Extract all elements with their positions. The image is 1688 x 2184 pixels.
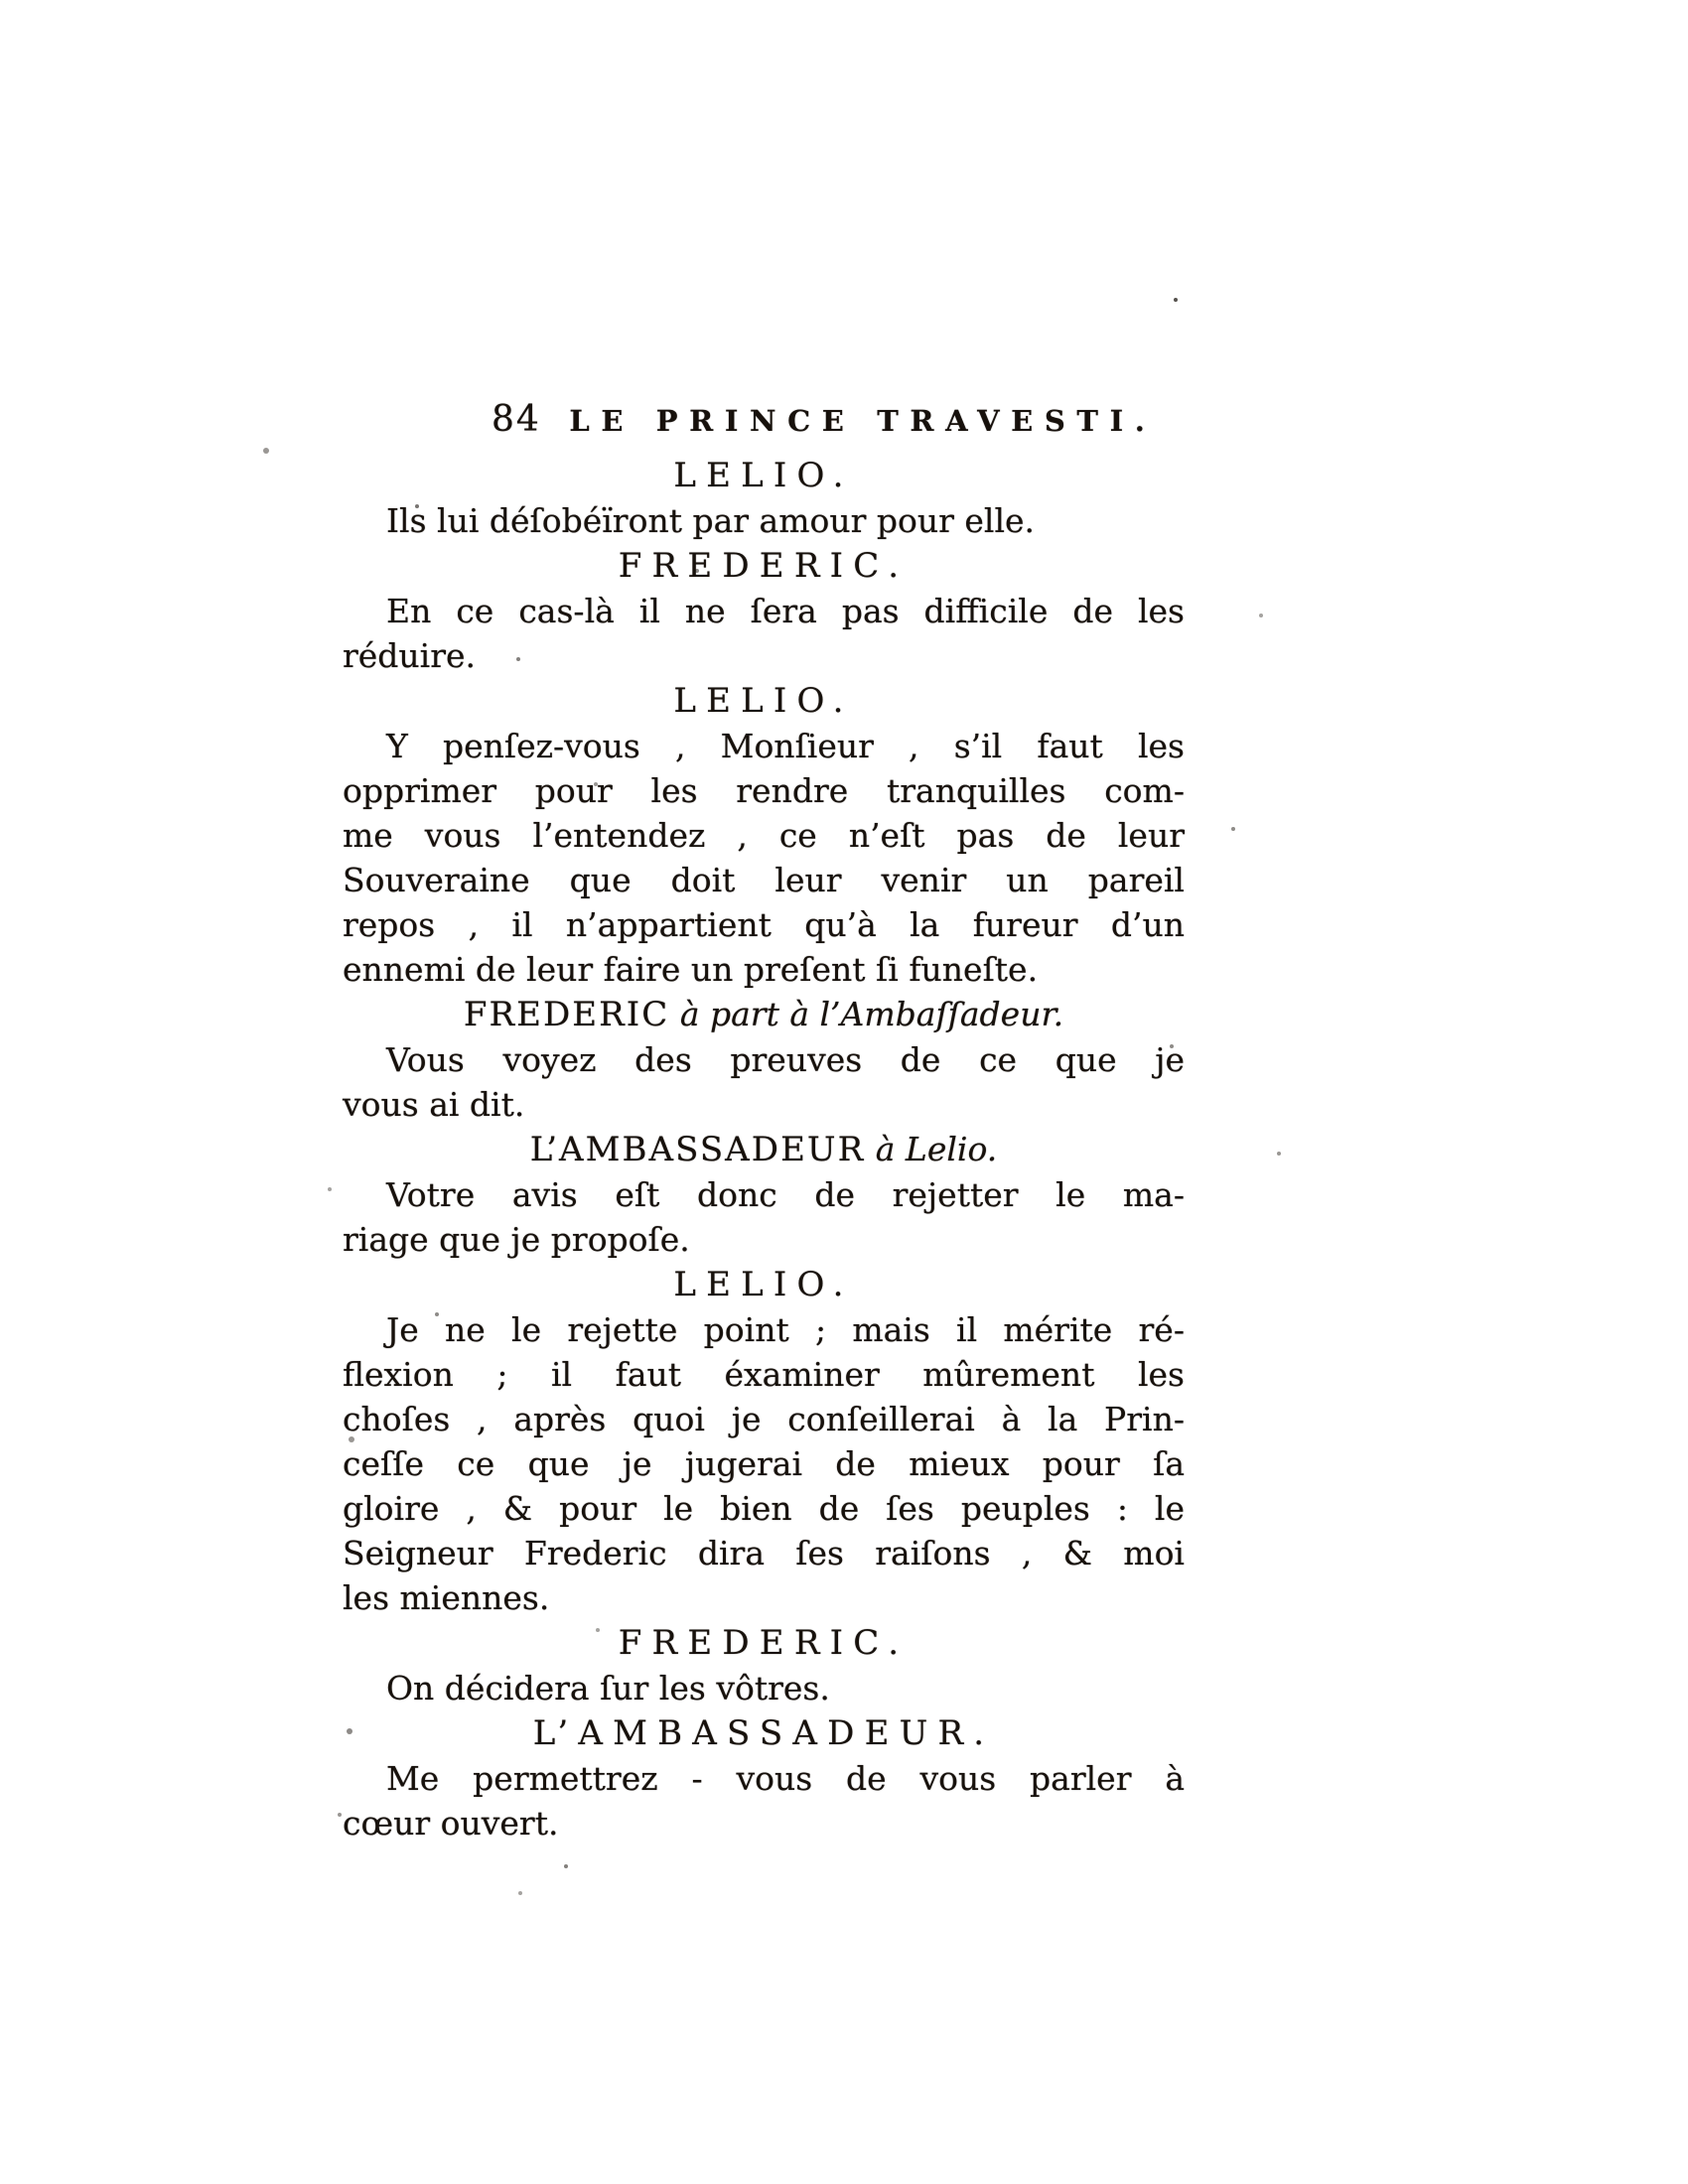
body-line: Me permettrez - vous de vous parler à <box>386 1759 1185 1798</box>
stage-direction: à Lelio. <box>865 1130 998 1168</box>
speaker-name: L’AMBASSADEUR <box>529 1130 866 1169</box>
speaker-heading <box>343 678 1185 724</box>
body-line: me vous l’entendez , ce n’eſt pas de leur <box>343 816 1185 855</box>
body-line: ceſſe ce que je jugerai de mieux pour ſa <box>343 1444 1185 1483</box>
text-lines <box>343 453 1185 1845</box>
speaker-heading <box>343 1127 1185 1172</box>
body-line: Souveraine que doit leur venir un pareil <box>343 861 1185 899</box>
body-line: gloire , & pour le bien de ſes peuples : le <box>343 1489 1185 1528</box>
speaker-heading <box>343 1710 1185 1756</box>
scan-specks <box>0 0 4 4</box>
body-line: vous ai dit. <box>343 1085 525 1124</box>
speaker-heading <box>343 992 1185 1037</box>
body-line: cœur ouvert. <box>343 1804 559 1843</box>
speaker-name: FREDERIC. <box>618 546 910 586</box>
body-line: Ils lui déſobéïront par amour pour elle. <box>386 501 1036 540</box>
body-line: réduire. <box>343 636 477 675</box>
body-line: Votre avis eſt donc de rejetter le ma- <box>386 1175 1185 1214</box>
speaker-name: LELIO. <box>673 681 854 721</box>
speaker-heading <box>343 543 1185 589</box>
body-line: repos , il n’appartient qu’à la fureur d’un <box>343 905 1185 944</box>
body-line: choſes , après quoi je conſeillerai à la Prin- <box>343 1400 1185 1438</box>
speaker-name: FREDERIC. <box>618 1623 910 1663</box>
page-header <box>343 399 1185 445</box>
speaker-name: LELIO. <box>673 456 854 495</box>
body-line: riage que je propoſe. <box>343 1220 690 1259</box>
stage-direction: à part à l’Ambaſſadeur. <box>669 995 1064 1033</box>
body-line: Y penſez-vous , Monſieur , s’il faut les <box>386 727 1185 765</box>
speaker-name: L’AMBASSADEUR. <box>532 1713 995 1753</box>
speaker-heading <box>343 453 1185 498</box>
body-line: Je ne le rejette point ; mais il mérite ré- <box>386 1310 1185 1349</box>
body-line: Vous voyez des preuves de ce que je <box>386 1040 1185 1079</box>
body-line: opprimer pour les rendre tranquilles com- <box>343 771 1185 810</box>
page-number: 84 <box>492 399 541 440</box>
body-line: flexion ; il faut éxaminer mûrement les <box>343 1355 1185 1394</box>
body-line: Seigneur Frederic dira ſes raiſons , & moi <box>343 1534 1185 1572</box>
body-line: On décidera ſur les vôtres. <box>386 1669 830 1707</box>
speaker-name: FREDERIC <box>463 995 670 1034</box>
running-title: LE PRINCE TRAVESTI. <box>569 404 1157 438</box>
speaker-heading <box>343 1620 1185 1666</box>
body-line: ennemi de leur faire un preſent ſi funeſte. <box>343 950 1039 989</box>
text-block <box>343 399 1185 1845</box>
body-line: les miennes. <box>343 1578 550 1617</box>
speaker-heading <box>343 1262 1185 1307</box>
speaker-name: LELIO. <box>673 1265 854 1304</box>
body-line: En ce cas-là il ne ſera pas difficile de les <box>386 592 1185 630</box>
